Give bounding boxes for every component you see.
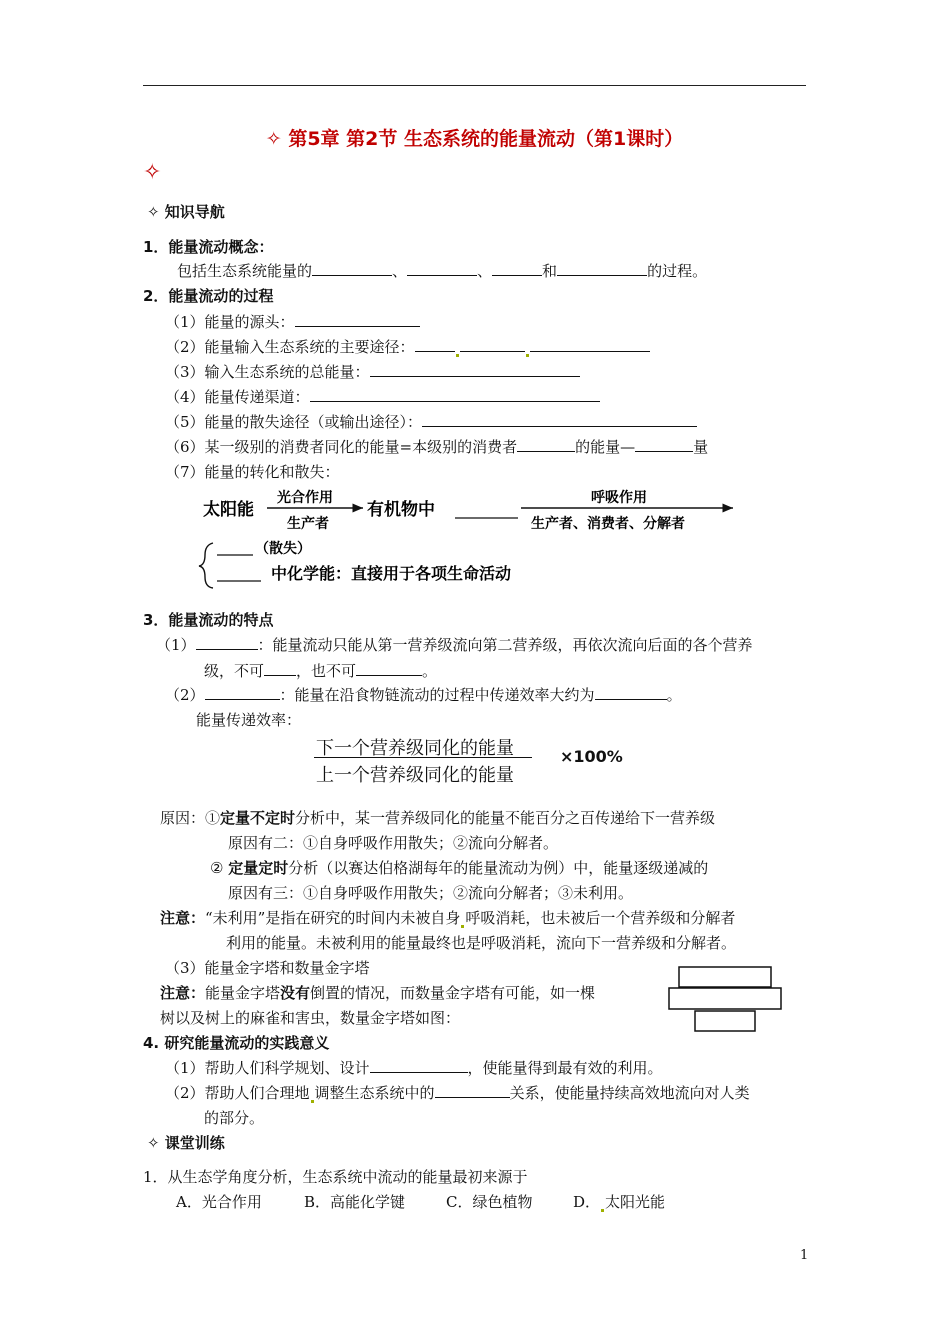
section-knowledge-nav: ✧ 知识导航 [147,203,225,221]
blank[interactable] [415,337,455,352]
question-1: 1．从生态学角度分析，生态系统中流动的能量最初来源于 [143,1168,528,1186]
respiration-label: 呼吸作用 [591,490,647,506]
page-number: 1 [800,1248,809,1263]
lost-label: （散失） [255,541,311,557]
blank[interactable] [435,1083,510,1098]
item-2-7: （7）能量的转化和散失： [165,463,340,481]
blank[interactable] [530,337,650,352]
fraction-numerator: 下一个营养级同化的能量 [316,738,514,759]
page-title: ✧ 第5章 第2节 生态系统的能量流动（第1课时） [265,128,684,150]
blank[interactable] [356,661,422,676]
blank[interactable] [635,437,693,452]
reason-1-detail: 原因有二：①自身呼吸作用散失；②流向分解者。 [228,834,559,852]
feature-1: （1） ：能量流动只能从第一营养级流向第二营养级，再依次流向后面的各个营养 [156,636,753,654]
photosynthesis-label: 光合作用 [277,490,333,506]
note-1-cont: 利用的能量。未被利用的能量最终也是呼吸消耗，流向下一营养级和分解者。 [226,934,737,952]
chemical-energy-label: 中化学能：直接用于各项生命活动 [271,564,512,583]
option-d[interactable]: D． 太阳光能 [573,1193,666,1211]
efficiency-label: 能量传递效率： [196,711,302,729]
blank[interactable] [370,1058,468,1073]
organisms-label: 生产者、消费者、分解者 [531,516,685,532]
blank[interactable] [295,312,420,327]
significance-1: （1）帮助人们科学规划、设计 ，使能量得到最有效的利用。 [165,1059,663,1077]
note-2: 注意：能量金字塔没有倒置的情况，而数量金字塔有可能，如一棵 [160,984,596,1002]
organic-matter-label: 有机物中 [367,500,435,520]
significance-2: （2）帮助人们合理地 调整生态系统中的 关系，使能量持续高效地流向对人类 [165,1084,750,1102]
blank[interactable] [312,261,392,276]
note-1: 注意：“未利用”是指在研究的时间内未被自身 呼吸消耗，也未被后一个营养级和分解者 [160,909,736,927]
section-practice: ✧ 课堂训练 [147,1134,225,1152]
option-b[interactable]: B．高能化学键 [304,1193,406,1211]
feature-2: （2） ：能量在沿食物链流动的过程中传递效率大约为 。 [165,686,682,704]
sun-energy-label: 太阳能 [203,500,254,520]
star-icon: ✧ [143,160,162,185]
item-2-1: （1）能量的源头： [165,311,420,332]
item-2-6: （6）某一级别的消费者同化的能量=本级别的消费者 的能量— 量 [165,438,709,456]
concept-line: 包括生态系统能量的 、 、 和 的过程。 [177,262,708,280]
item-2-3: （3）输入生态系统的总能量： [165,361,580,382]
fraction-denominator: 上一个营养级同化的能量 [316,765,514,786]
fraction-bar [314,757,532,758]
note-2-cont: 树以及树上的麻雀和害虫，数量金字塔如图： [160,1009,461,1027]
reason-2: ② 定量定时分析（以赛达伯格湖每年的能量流动为例）中，能量逐级递减的 [210,859,709,877]
item-2-2: （2）能量输入生态系统的主要途径： [165,336,650,357]
blank[interactable] [460,337,525,352]
multiplier: ×100% [560,747,623,766]
section-4-heading: 4. 研究能量流动的实践意义 [143,1034,330,1052]
top-rule [143,85,806,86]
blank[interactable] [407,261,477,276]
item-2-5: （5）能量的散失途径（或输出途径）： [165,411,697,432]
blank[interactable] [557,261,647,276]
significance-2-cont: 的部分。 [204,1109,265,1127]
section-2-heading: 2．能量流动的过程 [143,287,274,305]
blank[interactable] [196,635,258,650]
option-c[interactable]: C．绿色植物 [446,1193,533,1211]
blank[interactable] [264,661,296,676]
pyramid-heading: （3）能量金字塔和数量金字塔 [165,959,370,977]
blank[interactable] [370,362,580,377]
blank[interactable] [517,437,575,452]
blank[interactable] [310,387,600,402]
producer-label: 生产者 [287,516,329,532]
blank[interactable] [205,685,280,700]
section-1-heading: 1．能量流动概念： [143,238,274,256]
blank[interactable] [422,412,697,427]
energy-flow-diagram [195,485,755,590]
option-a[interactable]: A．光合作用 [176,1193,262,1211]
blank[interactable] [492,261,542,276]
blank[interactable] [595,685,667,700]
reason-1: 原因：①定量不定时分析中，某一营养级同化的能量不能百分之百传递给下一营养级 [160,809,716,827]
feature-1-cont: 级，不可 ，也不可 。 [204,662,438,680]
section-3-heading: 3．能量流动的特点 [143,611,274,629]
number-pyramid-figure [665,965,785,1035]
reason-2-detail: 原因有三：①自身呼吸作用散失；②流向分解者；③未利用。 [228,884,634,902]
item-2-4: （4）能量传递渠道： [165,386,600,407]
